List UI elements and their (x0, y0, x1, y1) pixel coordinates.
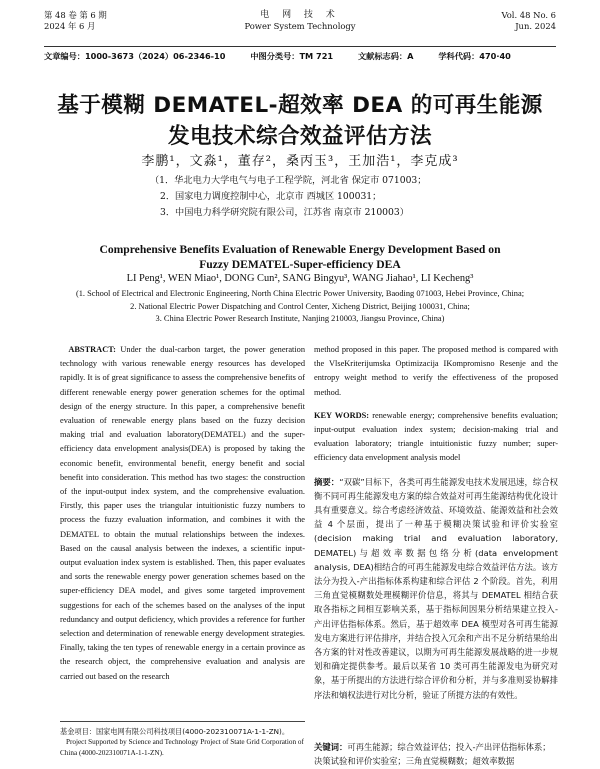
left-column (60, 343, 305, 684)
issue-date-en: Jun. 2024 (515, 21, 556, 31)
footnote (60, 721, 305, 759)
journal-issue-en (501, 10, 556, 32)
title-english (30, 242, 570, 272)
affiliation-en-3: 3. China Electric Power Research Institute, Nanjing 210003, Jiangsu Province, China) (155, 314, 445, 323)
abstract-chinese (314, 475, 558, 702)
subject-code: 学科代码：470·40 (438, 51, 511, 61)
affiliations-english (20, 288, 580, 326)
title-chinese-line-1: 基于模糊 DEMATEL-超效率 DEA 的可再生能源 (57, 93, 543, 118)
affiliation-cn-1: （1．华北电力大学电气与电子工程学院，河北省 保定市 071003； (150, 175, 427, 186)
clc-number: 中图分类号：TM 721 (250, 51, 334, 61)
document-code: 文献标志码：A (357, 51, 414, 61)
abstract-text: Under the dual-carbon target, the power generation technology with various renewable energy resources has developed rapidly. It is of great significance to assess the comprehensive benefits of different renewable energy power generation schemes for the optimal design of the energy structure. In this paper, a comprehensive benefit evaluation of renewable energy plans based on the fuzzy decision making trial and evaluation laboratory(DEMATEL) and the super-efficiency data envelopment analysis(DEA) is proposed by taking the economic benefit, environmental benefit, energy benefit and social benefit into consideration. This method has two stages: the construction of the input-output index system, and the comprehensive evaluation. Firstly, this paper uses the triangular intuitionistic fuzzy numbers to process the fuzzy evaluation information, and combines it with the DEMATEL to obtain the mutual relationships between the indexes. Based on the causal analysis between the indexes, a scientific input-output evaluation index system is established. Then, this paper evaluates and sorts the renewable energy power generation schemes based on the super-efficiency DEA model, and gives some targeted improvement suggestions for each of the schemes based on the analyses of the input redundancy and output deficiency, which provides a reference for further selection and determination of renewable energy development strategies. Finally, taking the ten types of renewable energy in a certain province as the research object, the comprehensive evaluation and analysis are carried out based on the research (60, 345, 306, 681)
abstract-chinese-text: “双碳”目标下，各类可再生能源发电技术发展迅速，综合权衡不同可再生能源发电方案的综合效益对可再生能源结构优化设计具有重要意义。综合考虑经济效益、环境效益、能源效益和社会效益 4 个层面，提出了一种基于模糊决策试验和评价实验室(decision making trial and evaluation laboratory, DEMATEL)与超效率数据包络分析(data envelopment analysis, DEA)相结合的可再生能源发电综合效益评估方法。该方法分为投入-产出指标体系构建和综合评估 2 个阶段。首先，利用三角直觉模糊数处理模糊评价信息，将其与 DEMATEL 相结合获取各指标之间相互影响关系，基于指标间因果分析结果建立投入-产出评估指标体系。然后，基于超效率 DEA 模型对各可再生能源发电方案进行评估排序，并结合投入冗余和产出不足分析结果给出各方案的针对性改善建议，以期为可再生能源发展战略的进一步规划和确定提供参考。最后以某省 10 类可再生能源发电为研究对象，基于所提出的方法进行综合评价和分析，并与多准则妥协解排序法和熵权法进行对比分析，验证了所提方法的有效性。 (314, 476, 558, 700)
issue-date-cn: 2024 年 6 月 (44, 21, 96, 31)
article-meta (44, 51, 556, 62)
authors-chinese: 李鹏¹，文淼¹，董存²，桑丙玉³，王加浩¹，李克成³ (141, 154, 459, 169)
article-number: 文章编号：1000-3673（2024）06-2346-10 (44, 51, 226, 61)
affiliation-cn-3: 3．中国电力科学研究院有限公司，江苏省 南京市 210003） (160, 207, 409, 218)
footnote-funding-en: Project Supported by Science and Technology Project of State Grid Corporation of China (4000-202310071A-1-1-ZN). (60, 738, 304, 757)
journal-name-en: Power System Technology (244, 21, 356, 31)
keywords-label: KEY WORDS: (314, 410, 370, 420)
journal-name (44, 10, 556, 32)
volume-issue-en: Vol. 48 No. 6 (501, 10, 556, 20)
authors-english: LI Peng¹, WEN Miao¹, DONG Cun², SANG Bingyu³, WANG Jiahao¹, LI Kecheng³ (126, 273, 474, 284)
keywords-chinese (314, 740, 558, 768)
abstract-chinese-label: 摘要： (314, 476, 340, 487)
abstract-label: ABSTRACT: (68, 345, 116, 354)
title-english-line-1: Comprehensive Benefits Evaluation of Renewable Energy Development Based on (99, 243, 501, 256)
affiliation-en-2: 2. National Electric Power Dispatching and Control Center, Xicheng District, Beijing 100031, China; (130, 301, 470, 311)
right-column (314, 343, 558, 702)
running-header (44, 10, 556, 47)
abstract-english (60, 343, 305, 684)
abstract-continuation: method proposed in this paper. The proposed method is compared with the VlseKriterijumska Optimizacija IKompromisno Resenje and the entropy weight method to verify the effectiveness of the proposed method. (314, 345, 558, 397)
affiliation-en-1: (1. School of Electrical and Electronic Engineering, North China Electric Power University, Baoding 071003, Hebei Province, China; (75, 289, 525, 298)
keywords-chinese-label: 关键词： (314, 742, 348, 752)
volume-issue: 第 48 卷 第 6 期 (44, 10, 107, 20)
keywords-chinese-text: 可再生能源；综合效益评估；投入-产出评估指标体系；决策试验和评价实验室；三角直觉模糊数；超效率数据 (314, 742, 551, 766)
title-english-line-2: Fuzzy DEMATEL-Super-efficiency DEA (199, 258, 401, 271)
affiliation-cn-2: 2．国家电力调度控制中心，北京市 西城区 100031； (160, 191, 382, 202)
keywords-english (314, 409, 558, 466)
journal-name-cn: 电 网 技 术 (260, 10, 340, 20)
keywords-text: renewable energy; comprehensive benefits evaluation; input-output evaluation index system; decision-making trial and evaluation laboratory; triangle intuitionistic fuzzy number; super-efficiency data envelopment analysis model (314, 410, 558, 463)
title-chinese (30, 90, 570, 152)
affiliations-chinese (150, 173, 426, 221)
footnote-funding-cn: 基金项目：国家电网有限公司科技项目(4000-202310071A-1-1-ZN)。 (60, 727, 290, 736)
title-chinese-line-2: 发电技术综合效益评估方法 (167, 124, 432, 149)
